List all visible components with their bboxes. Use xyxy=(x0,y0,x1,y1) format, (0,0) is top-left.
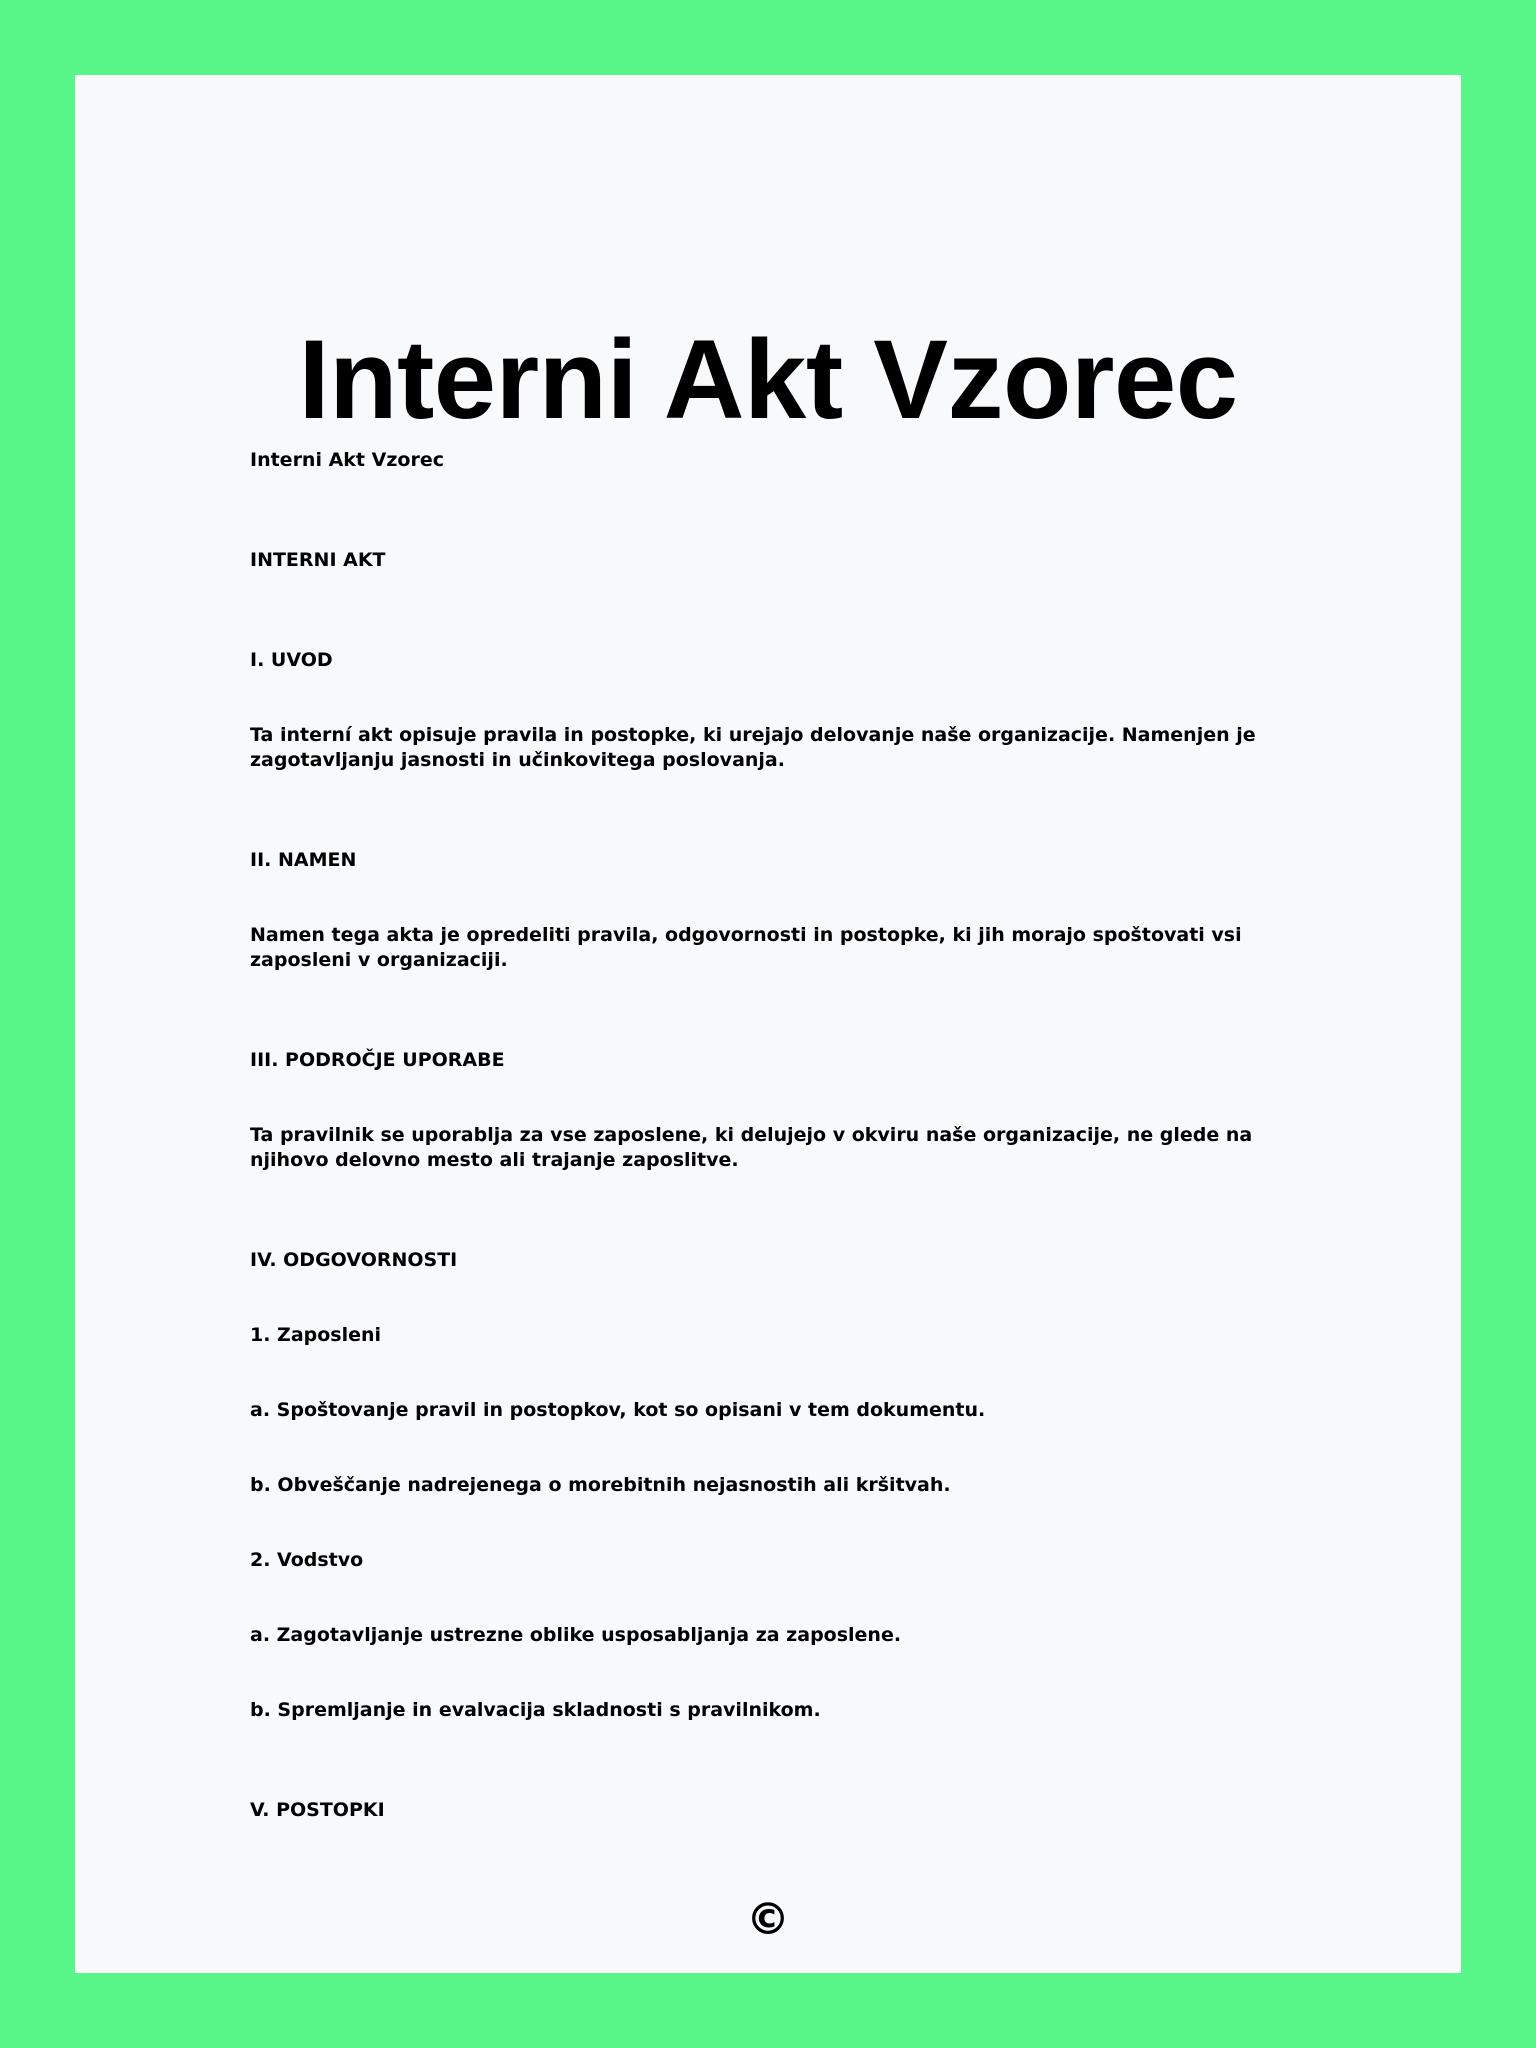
paragraph-uvod: Ta interní akt opisuje pravila in postopke, ki urejajo delovanje naše organizacije. Namenjen je zagotavljanju jasnosti in učinkovitega poslovanja. xyxy=(250,724,1256,771)
subheading-zaposleni: 1. Zaposleni xyxy=(250,1324,382,1346)
list-item-zaposleni-a: a. Spoštovanje pravil in postopkov, kot so opisani v tem dokumentu. xyxy=(250,1399,986,1421)
section-heading-podrocje-uporabe: III. PODROČJE UPORABE xyxy=(250,1049,505,1071)
document-subtitle: Interni Akt Vzorec xyxy=(250,449,444,471)
paragraph-namen: Namen tega akta je opredeliti pravila, odgovornosti in postopke, ki jih morajo spoštovati vsi zaposleni v organizaciji. xyxy=(250,924,1242,971)
list-item-vodstvo-a: a. Zagotavljanje ustrezne oblike usposabljanja za zaposlene. xyxy=(250,1624,902,1646)
paragraph-podrocje-uporabe: Ta pravilnik se uporablja za vse zaposlene, ki delujejo v okviru naše organizacije, ne glede na njihovo delovno mesto ali trajanje zaposlitve. xyxy=(250,1124,1253,1171)
section-heading-odgovornosti: IV. ODGOVORNOSTI xyxy=(250,1249,458,1271)
section-heading-namen: II. NAMEN xyxy=(250,849,357,871)
section-heading-postopki: V. POSTOPKI xyxy=(250,1799,385,1821)
document-title: Interni Akt Vzorec xyxy=(298,317,1238,442)
copyright-icon: © xyxy=(746,1894,790,1945)
list-item-zaposleni-b: b. Obveščanje nadrejenega o morebitnih nejasnostih ali kršitvah. xyxy=(250,1474,951,1496)
section-heading-interni-akt: INTERNI AKT xyxy=(250,549,386,571)
list-item-vodstvo-b: b. Spremljanje in evalvacija skladnosti s pravilnikom. xyxy=(250,1699,821,1721)
document-page xyxy=(75,75,1461,1973)
subheading-vodstvo: 2. Vodstvo xyxy=(250,1549,364,1571)
section-heading-uvod: I. UVOD xyxy=(250,649,333,671)
